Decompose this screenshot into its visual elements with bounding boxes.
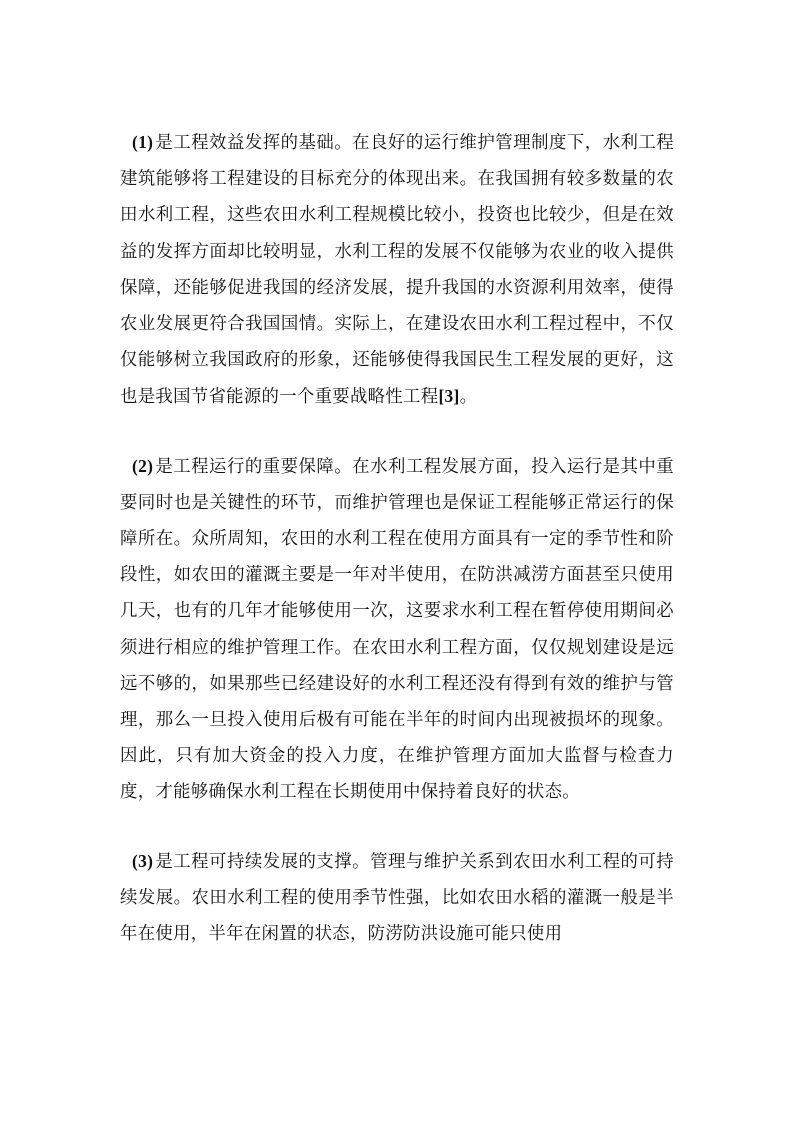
paragraph-3 bbox=[120, 843, 674, 953]
document-body bbox=[120, 124, 674, 952]
paragraph-1-text: 是工程效益发挥的基础。在良好的运行维护管理制度下，水利工程建筑能够将工程建设的目标充分的体现出来。在我国拥有较多数量的农田水利工程，这些农田水利工程规模比较小，投资也比较少，但是在效益的发挥方面却比较明显，水利工程的发展不仅能够为农业的收入提供保障，还能够促进我国的经济发展，提升我国的水资源利用效率，使得农业发展更符合我国国情。实际上，在建设农田水利工程过程中，不仅仅能够树立我国政府的形象，还能够使得我国民生工程发展的更好，这也是我国节省能源的一个重要战略性工程 bbox=[120, 133, 674, 408]
paragraph-2-text: 是工程运行的重要保障。在水利工程发展方面，投入运行是其中重要同时也是关键性的环节，而维护管理也是保证工程能够正常运行的保障所在。众所周知，农田的水利工程在使用方面具有一定的季节性和阶段性，如农田的灌溉主要是一年对半使用，在防洪减涝方面甚至只使用几天，也有的几年才能够使用一次，这要求水利工程在暂停使用期间必须进行相应的维护管理工作。在农田水利工程方面，仅仅规划建设是远远不够的，如果那些已经建设好的水利工程还没有得到有效的维护与管理，那么一旦投入使用后极有可能在半年的时间内出现被损坏的现象。因此，只有加大资金的投入力度，在维护管理方面加大监督与检查力度，才能够确保水利工程在长期使用中保持着良好的状态。 bbox=[120, 456, 674, 803]
paragraph-1 bbox=[120, 124, 674, 416]
paragraph-3-text: 是工程可持续发展的支撑。管理与维护关系到农田水利工程的可持续发展。农田水利工程的使用季节性强，比如农田水稻的灌溉一般是半年在使用，半年在闲置的状态，防涝防洪设施可能只使用 bbox=[120, 851, 674, 945]
paragraph-2 bbox=[120, 448, 674, 811]
paragraph-3-number: (3) bbox=[132, 850, 154, 871]
paragraph-2-number: (2) bbox=[132, 455, 154, 476]
paragraph-1-citation: [3] bbox=[438, 386, 460, 407]
paragraph-1-end: 。 bbox=[459, 387, 478, 408]
paragraph-1-number: (1) bbox=[132, 132, 154, 152]
